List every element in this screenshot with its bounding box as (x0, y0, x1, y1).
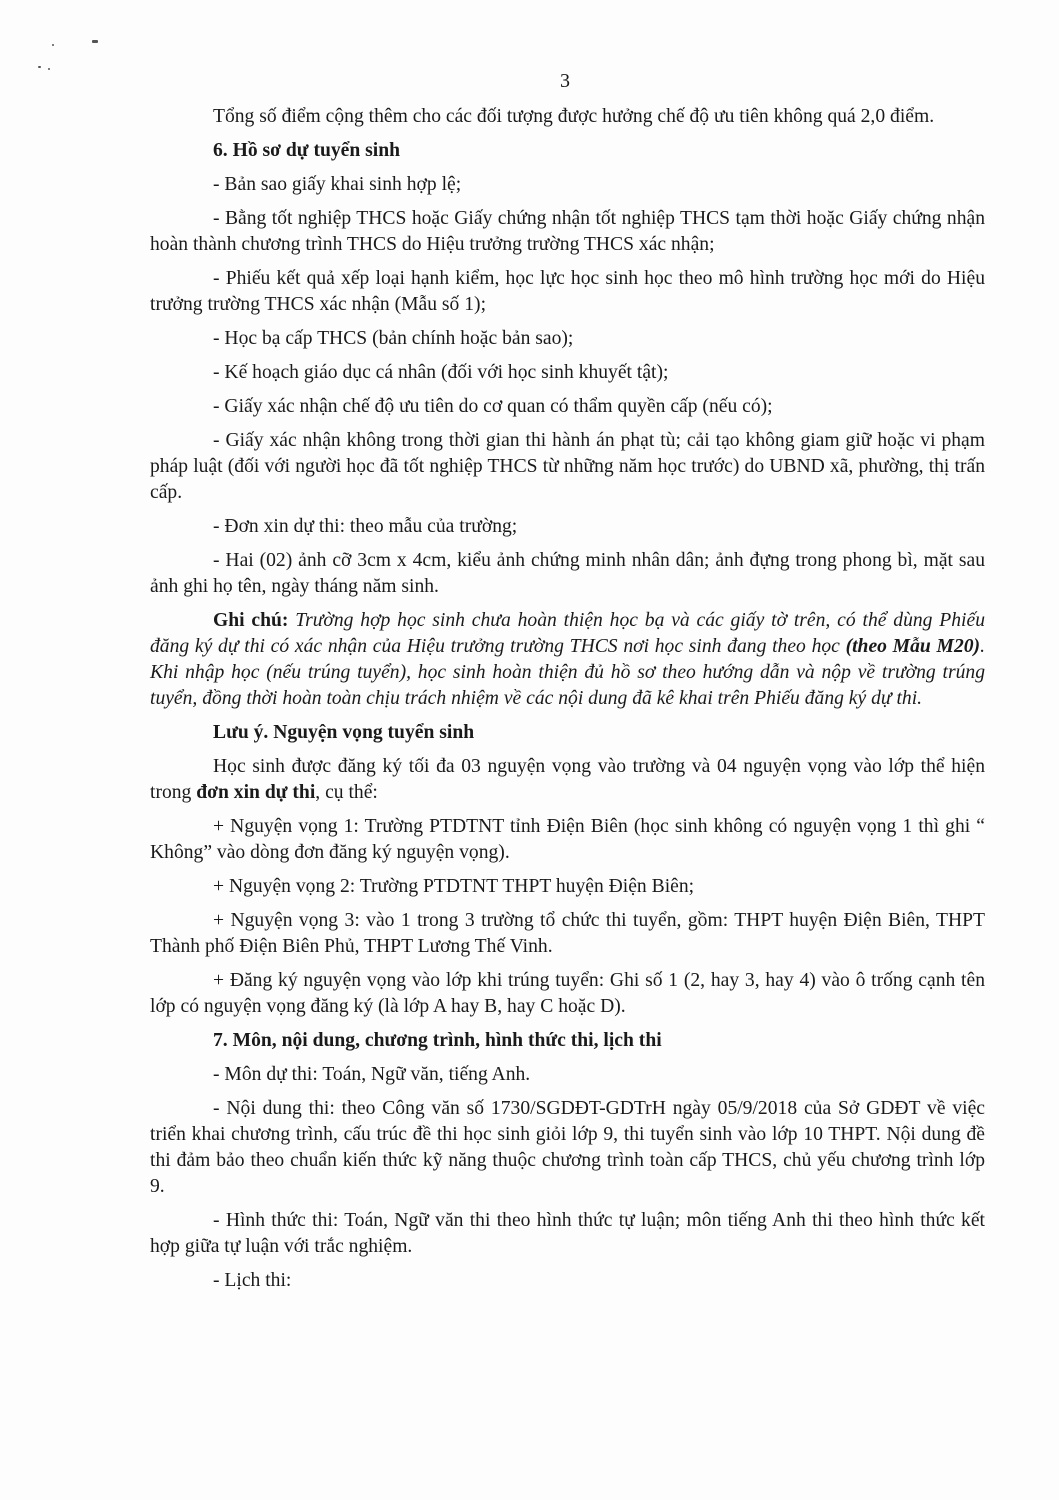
document-body (150, 104, 985, 1302)
section-6-heading: 6. Hồ sơ dự tuyển sinh (213, 140, 401, 161)
aspiration-item: + Nguyện vọng 3: vào 1 trong 3 trường tổ chức thi tuyển, gồm: THPT huyện Điện Biên, THPT Thành phố Điện Biên Phủ, THPT Lương Thế Vinh. (150, 910, 985, 957)
aspiration-intro-text: , cụ thể: (315, 782, 378, 803)
aspiration-item: + Đăng ký nguyện vọng vào lớp khi trúng tuyển: Ghi số 1 (2, hay 3, hay 4) vào ô trống cạnh tên lớp có nguyện vọng đăng ký (là lớp A hay B, hay C hoặc D). (150, 970, 985, 1017)
list-item: - Bản sao giấy khai sinh hợp lệ; (213, 174, 462, 195)
aspiration-form-name: đơn xin dự thi (196, 782, 316, 803)
aspiration-intro-text: Học sinh được đăng ký tối đa 03 nguyện vọng vào trường và 04 nguyện vọng vào lớp thể hiện trong (150, 756, 985, 803)
list-item: - Hai (02) ảnh cỡ 3cm x 4cm, kiểu ảnh chứng minh nhân dân; ảnh đựng trong phong bì, mặt sau ảnh ghi họ tên, ngày tháng năm sinh. (150, 550, 985, 597)
list-item: - Hình thức thi: Toán, Ngữ văn thi theo hình thức tự luận; môn tiếng Anh thi theo hình thức kết hợp giữa tự luận với trắc nghiệm. (150, 1210, 985, 1257)
list-item: - Lịch thi: (213, 1270, 292, 1291)
list-item: - Giấy xác nhận không trong thời gian thi hành án phạt tù; cải tạo không giam giữ hoặc vi phạm pháp luật (đối với người học đã tốt nghiệp THCS từ những năm học trước) do UBND xã, phường, thị trấn cấp. (150, 430, 985, 503)
scan-speck (92, 40, 98, 43)
scan-speck (52, 44, 54, 46)
list-item: - Kế hoạch giáo dục cá nhân (đối với học sinh khuyết tật); (213, 362, 669, 383)
note-label: Ghi chú: (213, 610, 289, 631)
aspiration-intro (150, 754, 985, 806)
list-item: - Phiếu kết quả xếp loại hạnh kiểm, học lực học sinh học theo mô hình trường học mới do Hiệu trưởng trường THCS xác nhận (Mẫu số 1); (150, 268, 985, 315)
list-item: - Giấy xác nhận chế độ ưu tiên do cơ quan có thẩm quyền cấp (nếu có); (213, 396, 773, 417)
note-paragraph (150, 608, 985, 712)
aspiration-item: + Nguyện vọng 2: Trường PTDTNT THPT huyện Điện Biên; (213, 876, 695, 897)
note-form-reference: (theo Mẫu M20) (845, 636, 981, 657)
scan-speck (38, 66, 41, 68)
note-text: Trường hợp học sinh chưa hoàn thiện học bạ và các giấy tờ trên, có thể dùng Phiếu đăng ký dự thi có xác nhận của Hiệu trưởng trường THCS nơi học sinh đang theo học (150, 610, 985, 657)
section-7-heading: 7. Môn, nội dung, chương trình, hình thức thi, lịch thi (213, 1030, 662, 1051)
list-item: - Học bạ cấp THCS (bản chính hoặc bản sao); (213, 328, 574, 349)
priority-total-paragraph: Tổng số điểm cộng thêm cho các đối tượng được hưởng chế độ ưu tiên không quá 2,0 điểm. (213, 106, 935, 127)
list-item: - Nội dung thi: theo Công văn số 1730/SGDĐT-GDTrH ngày 05/9/2018 của Sở GDĐT về việc triển khai chương trình, cấu trúc đề thi học sinh giỏi lớp 9, thi tuyển sinh vào lớp 10 THPT. Nội dung đề thi đảm bảo theo chuẩn kiến thức kỹ năng thuộc chương trình toàn cấp THCS, chủ yếu chương trình lớp 9. (150, 1098, 985, 1197)
page-number: 3 (560, 70, 570, 92)
aspiration-heading: Lưu ý. Nguyện vọng tuyển sinh (213, 722, 475, 743)
note-text: . Khi nhập học (nếu trúng tuyển), học sinh hoàn thiện đủ hồ sơ theo hướng dẫn và nộp về trường trúng tuyển, đồng thời hoàn toàn chịu trách nhiệm về các nội dung đã kê khai trên Phiếu đăng ký dự thi. (150, 636, 985, 709)
aspiration-item: + Nguyện vọng 1: Trường PTDTNT tỉnh Điện Biên (học sinh không có nguyện vọng 1 thì ghi “ Không” vào dòng đơn đăng ký nguyện vọng). (150, 816, 985, 863)
list-item: - Bằng tốt nghiệp THCS hoặc Giấy chứng nhận tốt nghiệp THCS tạm thời hoặc Giấy chứng nhận hoàn thành chương trình THCS do Hiệu trưởng trường THCS xác nhận; (150, 208, 985, 255)
list-item: - Môn dự thi: Toán, Ngữ văn, tiếng Anh. (213, 1064, 531, 1085)
list-item: - Đơn xin dự thi: theo mẫu của trường; (213, 516, 518, 537)
